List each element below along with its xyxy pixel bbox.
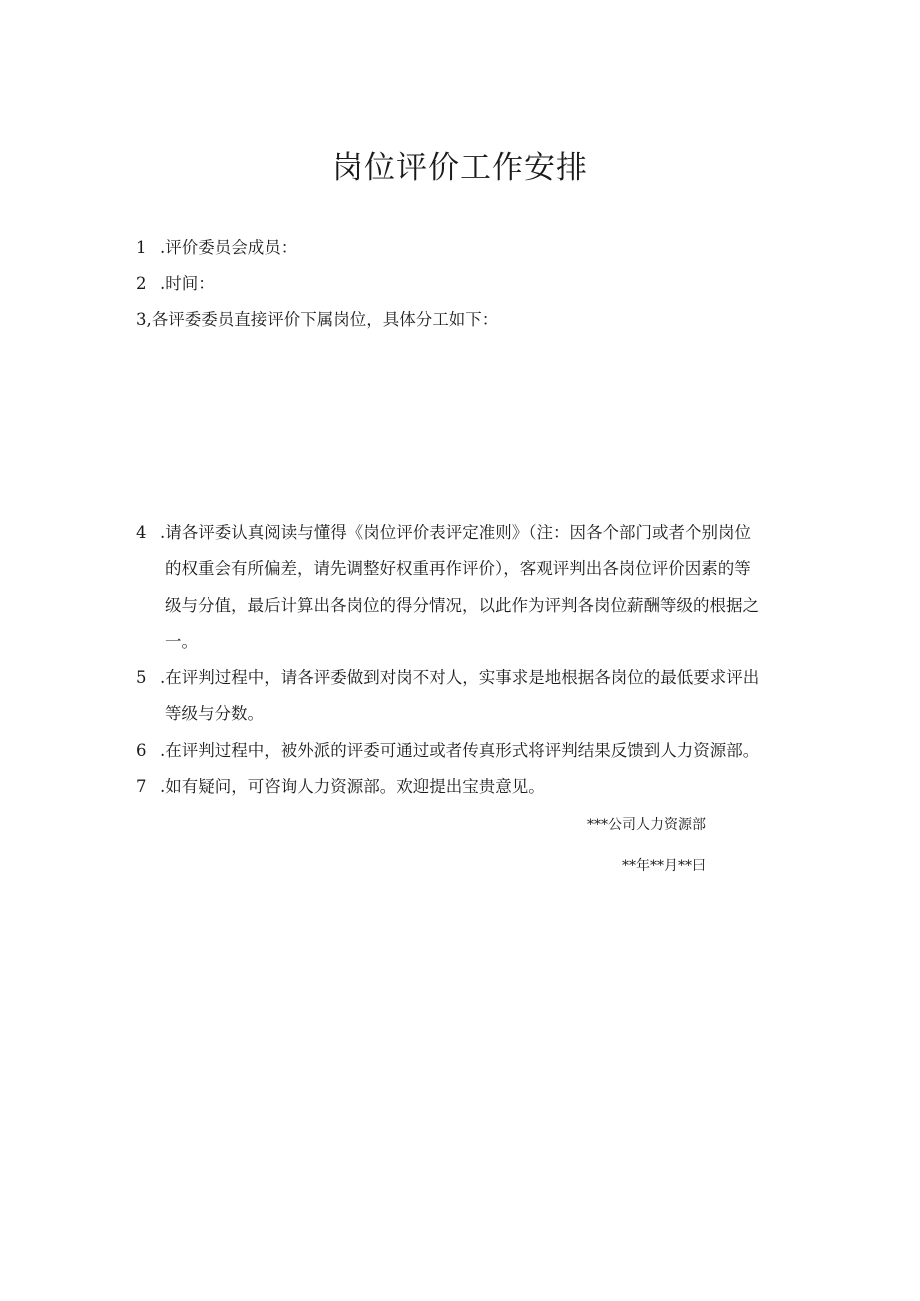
item-4-continuation-1: 的权重会有所偏差，请先调整好权重再作评价），客观评判出各岗位评价因素的等 <box>165 559 751 578</box>
signature-date: **年**月**曰 <box>622 858 706 874</box>
item-6 <box>136 739 759 763</box>
item-7-number: 7 <box>136 777 147 796</box>
item-1-text: .评价委员会成员： <box>160 238 298 257</box>
item-5-number: 5 <box>136 668 147 687</box>
page-title: 岗位评价工作安排 <box>332 150 588 186</box>
item-5-text: .在评判过程中，请各评委做到对岗不对人，实事求是地根据各岗位的最低要求评出 <box>160 668 760 687</box>
item-7 <box>136 775 545 799</box>
item-4 <box>136 521 751 545</box>
item-6-text: .在评判过程中，被外派的评委可通过或者传真形式将评判结果反馈到人力资源部。 <box>160 741 760 760</box>
item-4-continuation-2: 级与分值，最后计算出各岗位的得分情况，以此作为评判各岗位薪酬等级的根据之 <box>165 596 759 615</box>
item-6-number: 6 <box>136 741 147 760</box>
item-7-text: .如有疑问，可咨询人力资源部。欢迎提出宝贵意见。 <box>160 777 545 796</box>
item-2 <box>136 272 215 296</box>
signature-organization: ***公司人力资源部 <box>587 817 706 833</box>
item-4-continuation-3: 一。 <box>165 632 198 651</box>
item-3-text: 3,各评委委员直接评价下属岗位，具体分工如下： <box>136 310 499 329</box>
item-5 <box>136 666 759 690</box>
item-4-number: 4 <box>136 523 147 542</box>
item-1-number: 1 <box>136 238 147 257</box>
item-3 <box>136 308 498 332</box>
item-2-number: 2 <box>136 274 147 293</box>
item-1 <box>136 236 297 260</box>
item-4-text: .请各评委认真阅读与懂得《岗位评价表评定准则》（注：因各个部门或者个别岗位 <box>160 523 751 542</box>
item-2-text: .时间： <box>160 274 215 293</box>
item-5-continuation-1: 等级与分数。 <box>165 704 264 723</box>
